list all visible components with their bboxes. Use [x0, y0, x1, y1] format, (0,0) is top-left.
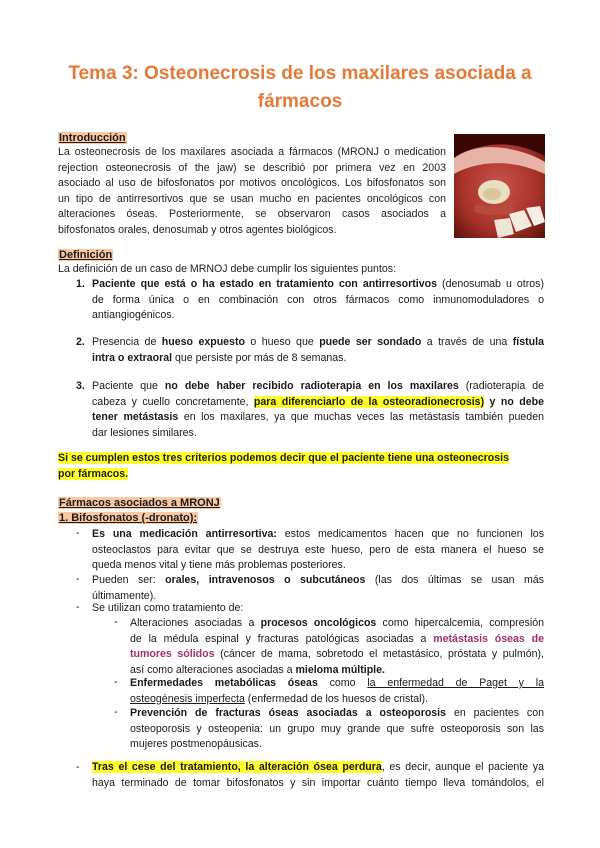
subbullet-bold: procesos oncológicos: [260, 617, 377, 629]
subbullet-bold: Prevención de fracturas óseas asociadas a osteoporosis: [130, 707, 447, 719]
conclusion-line: Si se cumplen estos tres criterios podemos decir que el paciente tiene una osteonecrosis: [58, 452, 509, 464]
subbullet-text: como hipercalcemia, compresión: [376, 617, 544, 629]
subbullet-text: (cáncer de mama, sobretodo el metastásico, próstata y pulmón),: [214, 648, 544, 661]
criterion-2-bold: intra o extraoral: [92, 351, 173, 364]
definition-conclusion: [58, 451, 544, 482]
subbullet-line: osteoporosis y osteopenia: un grupo muy grande que sufre osteoporosis son las: [130, 722, 544, 735]
bullet-line: últimamente).: [92, 589, 157, 602]
criterion-3-bold: tener metástasis: [92, 411, 179, 424]
bullet-text: (las dos últimas se usan más: [365, 574, 544, 586]
intro-line: alteraciones óseas. Posteriormente, se observaron casos asociados a: [58, 208, 446, 221]
bullet-routes: [92, 573, 544, 604]
intro-line: bifosfonatos orales, denosumab y otros agentes biológicos.: [58, 223, 337, 236]
drugs-heading: Fármacos asociados a MRONJ: [59, 497, 220, 509]
bullet-line: osteoclastos para evitar que se destruya este hueso, pero de esta manera el hueso se: [92, 543, 544, 556]
conclusion-line: por fármacos.: [58, 467, 129, 480]
subbullet-text: Alteraciones asociadas a: [130, 617, 261, 629]
definition-heading: Definición: [59, 249, 113, 261]
criterion-2: [92, 335, 544, 366]
criterion-2-text: Presencia de: [92, 336, 162, 348]
criterion-3-bold: no debe haber recibido radioterapia en los maxilares: [164, 380, 459, 392]
subbullet-dash: -: [114, 706, 118, 718]
bullet-line: queda menos vital y tiene más problemas posteriores.: [92, 559, 346, 572]
subbullet-text: como: [317, 677, 368, 689]
subbullet-line: mujeres postmenopáusicas.: [130, 738, 262, 751]
jaw-photo: [454, 134, 545, 238]
subbullet-bold: Enfermedades metabólicas óseas: [130, 677, 318, 689]
subbullet-oncologic: [130, 616, 544, 678]
page-title: [40, 60, 560, 116]
subbullet-text: (enfermedad de los huesos de cristal).: [244, 692, 428, 705]
title-line-1: Tema 3: Osteonecrosis de los maxilares asociada a: [68, 63, 532, 84]
bullet-dash: -: [76, 573, 80, 585]
criterion-2-text: o hueso que: [244, 336, 320, 348]
criterion-1: [92, 277, 544, 324]
subbullet-bold: mieloma múltiple.: [295, 663, 385, 676]
criterion-2-bold: puede ser sondado: [319, 336, 422, 348]
criterion-2-text: que persiste por más de 8 semanas.: [172, 351, 347, 364]
subbullet-text: en pacientes con: [446, 707, 545, 719]
bullet-text: estos medicamentos hacen que no funcionen los: [276, 528, 544, 540]
criterion-3-line: dar lesiones similares.: [92, 426, 197, 439]
intro-paragraph: [58, 145, 446, 239]
intro-line: un tipo de antirresortivos que se usan mucho en pacientes oncológicos con: [58, 192, 446, 205]
bullet-dash: -: [76, 601, 80, 613]
subbullet-osteoporosis: [130, 706, 544, 753]
bullet-dash: -: [76, 761, 80, 773]
definition-lead: La definición de un caso de MRNOJ debe cumplir los siguientes puntos:: [58, 263, 397, 275]
criterion-2-bold: fístula: [512, 336, 544, 348]
criterion-3-bold: y no debe: [489, 395, 544, 408]
bullet-uses: Se utilizan como tratamiento de:: [92, 602, 244, 614]
subbullet-metabolic: [130, 676, 544, 707]
intro-heading: Introducción: [59, 132, 126, 144]
criterion-1-line: antiangiogénicos.: [92, 309, 175, 322]
bullet-antiresorptive: [92, 527, 544, 574]
subbullet-magenta: metástasis óseas de: [433, 632, 544, 645]
bullet-text: , es decir, aunque el paciente ya: [381, 761, 544, 773]
intro-line: asociado al uso de bifosfonatos por motivos oncológicos. Los bifosfonatos son: [58, 177, 446, 190]
criterion-3-text: (radioterapia de: [458, 380, 544, 392]
subbullet-underline: osteogénesis imperfecta: [130, 692, 245, 705]
subbullet-dash: -: [114, 616, 118, 628]
bullet-bold: orales, intravenosos o subcutáneos: [165, 574, 366, 586]
criterion-3-highlight: para diferenciarlo de la osteoradionecrosis): [253, 395, 485, 408]
criterion-1-bold: Paciente que está o ha estado en tratamiento con antirresortivos: [92, 278, 438, 290]
subbullet-dash: -: [114, 676, 118, 688]
title-line-2: fármacos: [257, 91, 343, 112]
criterion-2-bold: hueso expuesto: [161, 336, 245, 348]
criterion-3: [92, 379, 544, 441]
bullet-highlight: Tras el cese del tratamiento, la alteración ósea perdura: [92, 761, 382, 773]
bisphosphonates-heading: 1. Bifosfonatos (-dronato):: [59, 512, 198, 524]
criterion-number: 3.: [76, 380, 85, 392]
criterion-3-text: en los maxilares, ya que muchas veces las metástasis también pueden: [178, 411, 544, 424]
subbullet-text: de la médula espinal y fracturas patológicas asociadas a: [130, 632, 434, 645]
criterion-3-text: Paciente que: [92, 380, 165, 392]
subbullet-underline: la enfermedad de Paget y la: [367, 677, 544, 689]
bullet-bold: Es una medicación antirresortiva:: [92, 528, 277, 540]
criterion-number: 1.: [76, 278, 85, 290]
subbullet-magenta: tumores sólidos: [130, 648, 215, 661]
criterion-3-text: cabeza y cuello concretamente,: [92, 395, 254, 408]
subbullet-text: así como alteraciones asociadas a: [130, 663, 296, 676]
intro-line: rejection osteonecrosis of the jaw) se describió por primera vez en 2003: [58, 161, 446, 174]
criterion-1-line: de forma única o en combinación con otros fármacos como inmunomoduladores o: [92, 293, 544, 306]
intro-line: La osteonecrosis de los maxilares asociada a fármacos (MRONJ o medication: [58, 146, 446, 158]
bullet-persistence: [92, 760, 544, 791]
criterion-number: 2.: [76, 336, 85, 348]
criterion-1-text: (denosumab u otros): [437, 278, 544, 290]
bullet-line: haya terminado de tomar bifosfonatos y sin importar cuánto tiempo lleva tomándolos, el: [92, 776, 544, 789]
bullet-dash: -: [76, 527, 80, 539]
bullet-text: Pueden ser:: [92, 574, 166, 586]
criterion-2-text: a través de una: [421, 336, 513, 348]
